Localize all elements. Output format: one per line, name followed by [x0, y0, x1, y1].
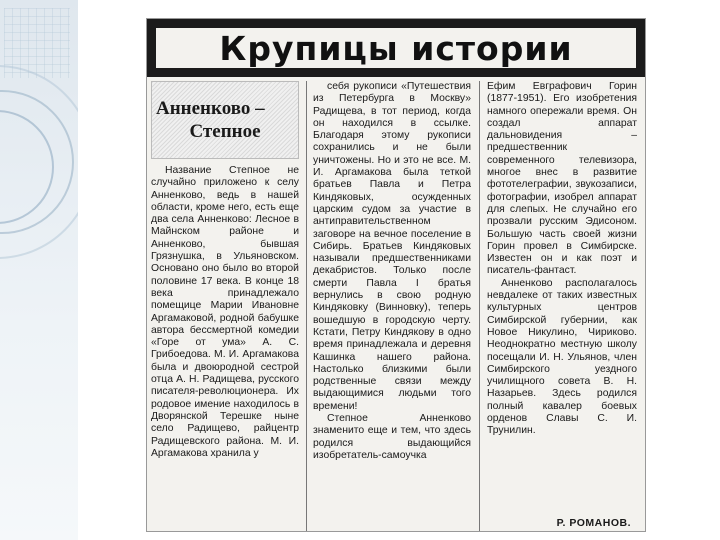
column-divider — [306, 81, 307, 531]
column-divider — [479, 81, 480, 531]
article-column-3 — [487, 81, 637, 531]
article-column-1 — [151, 81, 299, 531]
decorative-side-strip — [0, 0, 78, 540]
newspaper-clipping — [146, 18, 646, 532]
article-column-2 — [313, 81, 471, 531]
article-banner — [147, 19, 645, 77]
article-paragraph: Ефим Евграфович Горин (1877-1951). Его изобретения намного опережали время. Он создал аппарат дальновидения – предшественник современного телевизора, многое внес в развитие фототелеграфии, звукозаписи, фотографии, изобрел аппарат для слепых. Не случайно его прозвали русским Эдисоном. Большую часть своей жизни Горин провел в Симбирске. Известен он и как поэт и писатель-фантаст. — [487, 81, 637, 277]
headline-line-2: Степное — [189, 121, 261, 142]
article-paragraph: Степное Анненково знаменито еще и тем, что здесь родился выдающийся изобретатель-самоучка — [313, 413, 471, 461]
banner-title: Крупицы истории — [156, 28, 636, 68]
headline-line-1: Анненково – — [156, 98, 265, 119]
article-headline — [151, 81, 299, 159]
article-columns — [147, 81, 645, 531]
article-paragraph: себя рукописи «Путешествия из Петербурга в Москву» Радищева, в тот период, когда он находился в ссылке. Благодаря этому рукописи сохранились и не были уничтожены. Но и это не все. М. И. Аргамакова была теткой братьев Павла и Петра Киндяковых, осужденных царским судом за участие в антиправительственном заговоре на вечное поселение в Сибирь. Братьев Киндяковых называли предшественниками декабристов. Только после смерти Павла I братья вернулись в свою родную Киндяковку (Винновку), теперь вошедшую в городскую черту. Кстати, Петру Киндякову в одно время принадлежала и деревня Кашинка нашего района. Настолько близкими были родственные связи между выдающимися людьми того времени! — [313, 81, 471, 412]
article-paragraph: Анненково располагалось невдалеке от таких известных культурных центров Симбирской губернии, как Новое Никулино, Чириково. Неоднократно местную школу посещали И. Н. Ульянов, член Симбирского уездного училищного совета В. Н. Назарьев. Здесь родился полный кавалер боевых орденов Славы С. И. Трунилин. — [487, 277, 637, 437]
article-paragraph: Название Степное не случайно приложено к селу Анненково, ведь в нашей области, кроме него, есть еще два села Анненково: Лесное в Майнском районе и Анненково, бывшая Грязнушка, в Ульяновском. Основано оно было во второй половине 17 века. В конце 18 века принадлежало помещице Марии Ивановне Аргамаковой, родной бабушке автора бессмертной комедии «Горе от ума» А. С. Грибоедова. М. И. Аргамакова была и двоюродной сестрой отца А. Н. Радищева, русского писателя-революционера. Их родовое имение находилось в Дворянской Терешке ныне село Радищево, райцентр Радищевского района. М. И. Аргамакова хранила у — [151, 165, 299, 459]
author-signature: Р. РОМАНОВ. — [556, 516, 631, 529]
